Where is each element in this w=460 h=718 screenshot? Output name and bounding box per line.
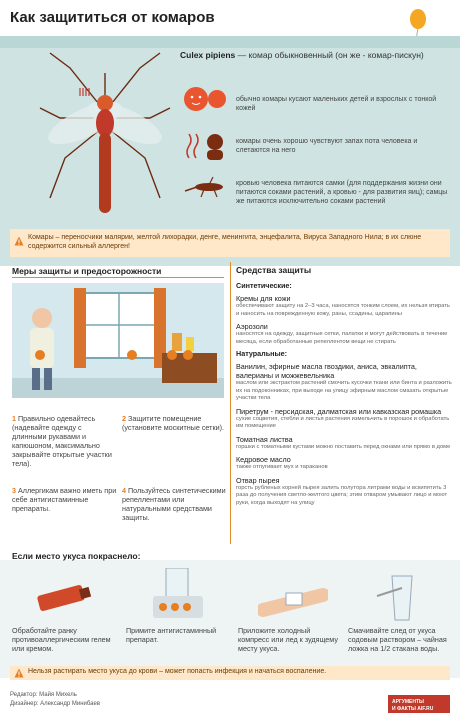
room-illustration — [12, 283, 224, 398]
means-item: Пиретрум - персидская, далматская или кавказская ромашка — [236, 406, 442, 416]
step-number: 3 — [12, 486, 16, 495]
mosquito-icon — [183, 175, 231, 199]
fact-3: кровью человека питаются самки (для поддержания жизни они питаются соками растений, а кровью - для развития яиц); самцы же питаются исключительно соками растений — [236, 180, 448, 205]
editor-credit: Редактор: Майя Михель — [10, 692, 77, 698]
hero-top-band — [0, 36, 460, 48]
means-desc: горсть рубленых корней пырея залить полутора литрами воды и вскипятить 3 раза до получения светло-желтого цвета; этим отваром умывают лицо и моют руки, когда выходят на улицу — [236, 484, 448, 506]
warning-icon — [14, 668, 24, 678]
step-text: Пользуйтесь синтетическими репеллентами или натуральными средствами защиты. — [122, 486, 226, 522]
baby-face-icon — [183, 86, 227, 112]
means-column — [236, 278, 454, 507]
means-item: Кедровое масло — [236, 455, 291, 464]
credits — [10, 691, 100, 709]
bite-heading: Если место укуса покраснело: — [12, 551, 141, 561]
designer-credit: Дизайнер: Александр Минибаев — [10, 701, 101, 707]
means-item: Кремы для кожи — [236, 294, 291, 303]
means-item: Аэрозоли — [236, 322, 268, 331]
bite-step-1: Обработайте ранку противоаллергическим гелем или кремом. — [12, 626, 111, 653]
bite-step-2: Примите антигистаминный препарат. — [126, 626, 217, 644]
bite-alert-text: Нельзя растирать место укуса до крови – может попасть инфекция и начаться воспаление. — [28, 668, 327, 675]
page-title: Как защититься от комаров — [10, 9, 215, 26]
room-scene — [12, 283, 224, 398]
means-desc: сухие соцветия, стебли и листья растения измельчить в порошок и обработать им помещение — [236, 415, 450, 429]
warning-text: Комары – переносчики малярии, желтой лихорадки, денге, менингита, энцефалита, Вируса Западного Нила; в их слюне содержится сильный аллерген! — [28, 234, 422, 250]
svg-text:АРГУМЕНТЫ: АРГУМЕНТЫ — [392, 699, 424, 705]
means-divider — [230, 262, 231, 544]
bite-step-4: Смачивайте след от укуса содовым раствором – чайная ложка на 1/2 стакана воды. — [348, 626, 447, 653]
bite-step-3: Приложите холодный компресс или лед к зудящему месту укуса. — [238, 626, 338, 653]
fact-1: обычно комары кусают маленьких детей и взрослых с тонкой кожей — [236, 96, 437, 112]
synthetic-label: Синтетические: — [236, 281, 292, 290]
means-desc: обеспечивают защиту на 2–3 часа, наносятся тонким слоем, их нельзя втирать и наносить на поврежденную кожу, раны, ссадины, царапины — [236, 303, 450, 317]
means-desc: маслом или экстрактом растений смочить кусочки ткани или бинта и разложить их на подоконниках, при выходе на улицу эфирным маслом смазать открытые участки тела — [236, 380, 452, 401]
cream-tube-icon — [28, 570, 98, 620]
means-item: Ванилин, эфирные масла гвоздики, аниса, эвкалипта, валерианы и можжевельника — [236, 362, 417, 380]
means-desc: наносятся на одежду, защитные сетки, палатки и могут действовать в течение месяца, если обработанные репеллентом вещи не стирать — [236, 331, 448, 345]
measures-divider — [12, 277, 224, 278]
natural-label: Натуральные: — [236, 349, 288, 358]
aif-logo — [388, 695, 450, 713]
step-text: Защитите помещение (установите москитные сетки). — [122, 414, 225, 432]
soda-glass-icon — [372, 566, 432, 622]
step-number: 1 — [12, 414, 16, 423]
means-heading: Средства защиты — [236, 265, 312, 275]
step-text: Правильно одевайтесь (надевайте одежду с длинными рукавами и капюшоном, максимально закрывайте открытые участки тела). — [12, 414, 112, 468]
measure-step-2 — [122, 414, 226, 432]
means-item: Отвар пырея — [236, 475, 280, 485]
step-number: 2 — [122, 414, 126, 423]
measure-step-3 — [12, 486, 118, 513]
cold-compress-icon — [258, 575, 328, 620]
sweat-smell-icon — [183, 128, 227, 162]
step-number: 4 — [122, 486, 126, 495]
warning-icon — [14, 236, 24, 246]
means-desc: горшки с томатными кустами можно поставить перед окнами или прямо в доме — [236, 443, 451, 450]
measure-step-4 — [122, 486, 226, 522]
pills-icon — [148, 568, 208, 622]
species-line — [180, 50, 424, 60]
means-desc: также отпугивает мух и тараканов — [236, 464, 328, 470]
mosquito-illustration — [30, 48, 180, 228]
step-text: Аллергикам важно иметь при себе антигистаминные препараты. — [12, 486, 117, 513]
fact-2: комары очень хорошо чувствуют запах пота человека и слетаются на него — [236, 138, 418, 154]
measures-heading: Меры защиты и предосторожности — [12, 266, 162, 276]
measure-step-1 — [12, 414, 118, 468]
species-desc: — комар обыкновенный (он же - комар-пискун) — [235, 50, 424, 60]
species-name: Culex pipiens — [180, 50, 236, 60]
svg-text:И ФАКТЫ AIF.RU: И ФАКТЫ AIF.RU — [392, 706, 434, 712]
means-item: Томатная листва — [236, 434, 293, 444]
